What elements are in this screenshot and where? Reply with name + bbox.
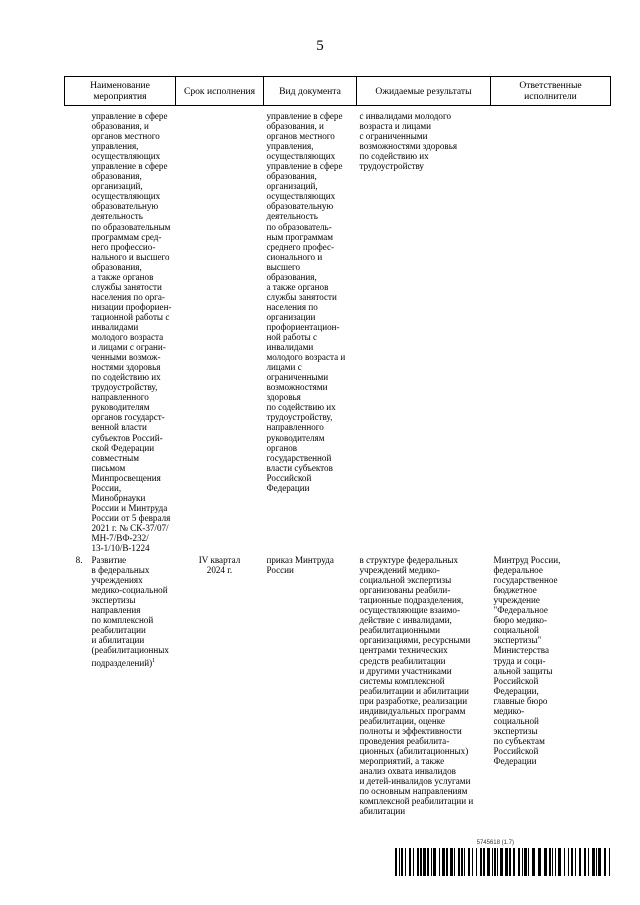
barcode-bar <box>476 848 477 876</box>
header-responsible: Ответственные исполнители <box>491 77 611 106</box>
barcode-bar <box>461 848 463 876</box>
barcode-bar <box>505 848 508 876</box>
barcode-bar <box>513 848 515 876</box>
barcode-bar <box>497 848 498 876</box>
barcode-bar <box>439 848 440 876</box>
barcode-bar <box>575 848 576 876</box>
barcode-bar <box>464 848 465 876</box>
barcode-bar <box>518 848 520 876</box>
barcode-bar <box>433 848 436 876</box>
barcode-bar <box>395 848 397 876</box>
row-doc-type: управление в сфере образования, и органов местного управления, осуществляющих управление в сфере образования, организаций, осуществляющих образовательную деятельность по образователь- ным программам среднего профес- сионального и высшего образования, а также органов службы занятости населения по организации профориентацион- ной работы с инвалидами молодого возраста и лицами с ограниченными возможностями здоровья по содействию их трудоустройству, направленного руководителям органов государственной власти субъектов Российской Федерации <box>266 111 346 493</box>
barcode-bar <box>584 848 586 876</box>
barcode-bar <box>468 848 470 876</box>
barcode-bar <box>544 848 547 876</box>
barcode-block <box>395 840 610 876</box>
row-name: Развитие в федеральных учреждениях медико-социальной экспертизы направления по комплексной реабилитации и абилитации (реабилитационных подразделений) <box>91 555 169 668</box>
barcode-bar <box>552 848 553 876</box>
table-row <box>65 106 611 554</box>
barcode-bar <box>423 848 426 876</box>
barcode-bar <box>571 848 573 876</box>
barcode-bar <box>532 848 535 876</box>
table-header-row <box>65 77 611 106</box>
barcode-bar <box>431 848 432 876</box>
barcode-bar <box>401 848 403 876</box>
row-term <box>176 106 264 554</box>
header-name: Наименование мероприятия <box>65 77 176 106</box>
barcode-bar <box>487 848 490 876</box>
barcode-bar <box>458 848 460 876</box>
barcode-image <box>395 848 610 876</box>
row-results: с инвалидами молодого возраста и лицами с ограниченными возможностями здоровья по содействию их трудоустройству <box>359 111 458 172</box>
barcode-bar <box>399 848 400 876</box>
barcode-bar <box>450 848 453 876</box>
table-row <box>65 553 611 816</box>
header-doc-type: Вид документа <box>264 77 357 106</box>
barcode-bar <box>549 848 551 876</box>
barcode-bar <box>524 848 527 876</box>
row-term: IV квартал 2024 г. <box>198 555 241 576</box>
barcode-bar <box>509 848 511 876</box>
barcode-code: 5745618 (1.7) <box>476 840 514 846</box>
barcode-bar <box>413 848 414 876</box>
barcode-bar <box>405 848 406 876</box>
row-number <box>65 106 89 554</box>
footnote-marker: 1 <box>152 657 156 664</box>
page-number: 5 <box>316 38 324 54</box>
barcode-bar <box>480 848 482 876</box>
barcode-bar <box>420 848 422 876</box>
barcode-bar <box>592 848 595 876</box>
barcode-bar <box>564 848 565 876</box>
barcode-bar <box>472 848 473 876</box>
barcode-bar <box>588 848 589 876</box>
barcode-bar <box>454 848 455 876</box>
barcode-bar <box>528 848 529 876</box>
measures-table <box>64 76 611 816</box>
row-responsible <box>491 106 611 554</box>
barcode-bar <box>568 848 569 876</box>
row-responsible: Минтруд России, федеральное государственное бюджетное учреждение "Федеральное бюро медико- социальной экспертизы" Министерства труда и соци- альной защиты Российской Федерации, главные бюро медико- социальной экспертизы по субъектам Российской Федерации <box>493 555 561 766</box>
barcode-bar <box>596 848 597 876</box>
barcode-bar <box>538 848 541 876</box>
barcode-bar <box>442 848 445 876</box>
barcode-bar <box>446 848 448 876</box>
barcode-bar <box>483 848 485 876</box>
barcode-bar <box>579 848 581 876</box>
row-name: управление в сфере образования, и органов местного управления, осуществляющих управление в сфере образования, организаций, осуществляющих образовательную деятельность по образовательным программам сред- него профессио- нального и высшего образования, а также органов службы занятости населения по орга- низации профориен- тационной работы с инвалидами молодого возраста и лицами с ограни- ченными возмож- ностями здоровья по содействию их трудоустройству, направленного руководителям органов государст- венной власти субъектов Россий- ской Федерации совместным письмом Минпросвещения России, Минобрнауки России и Минтруда России от 5 февраля 2021 г. № СК-37/07/ МН-7/ВФ-232/ 13-1/10/В-1224 <box>91 111 172 554</box>
header-results: Ожидаемые результаты <box>357 77 491 106</box>
barcode-bar <box>558 848 561 876</box>
barcode-bar <box>609 848 610 876</box>
header-term: Срок исполнения <box>176 77 264 106</box>
barcode-bar <box>500 848 503 876</box>
barcode-bar <box>522 848 523 876</box>
barcode-bar <box>427 848 429 876</box>
barcode-bar <box>604 848 606 876</box>
row-doc-type: приказ Минтруда России <box>266 555 334 576</box>
barcode-bar <box>409 848 411 876</box>
barcode-bar <box>494 848 496 876</box>
row-name-cell <box>89 553 176 816</box>
barcode-bar <box>555 848 556 876</box>
row-results: в структуре федеральных учреждений медико- социальной экспертизы организованы реабили- тационные подразделения, осуществляющие взаимо- действие с инвалидами, реабилитационными организациями, ресурсными центрами технических средств реабилитации и другими участниками системы комплексной реабилитации и абилитации при разработке, реализации индивидуальных программ реабилитации, оценке полноты и эффективности проведения реабилита- ционных (абилитационных) мероприятий, а также анализ охвата инвалидов и детей-инвалидов услугами по основным направлениям комплексной реабилитации и абилитации <box>359 555 474 817</box>
barcode-bar <box>598 848 601 876</box>
barcode-bar <box>417 848 419 876</box>
barcode-bar <box>492 848 493 876</box>
row-number: 8. <box>75 555 83 566</box>
